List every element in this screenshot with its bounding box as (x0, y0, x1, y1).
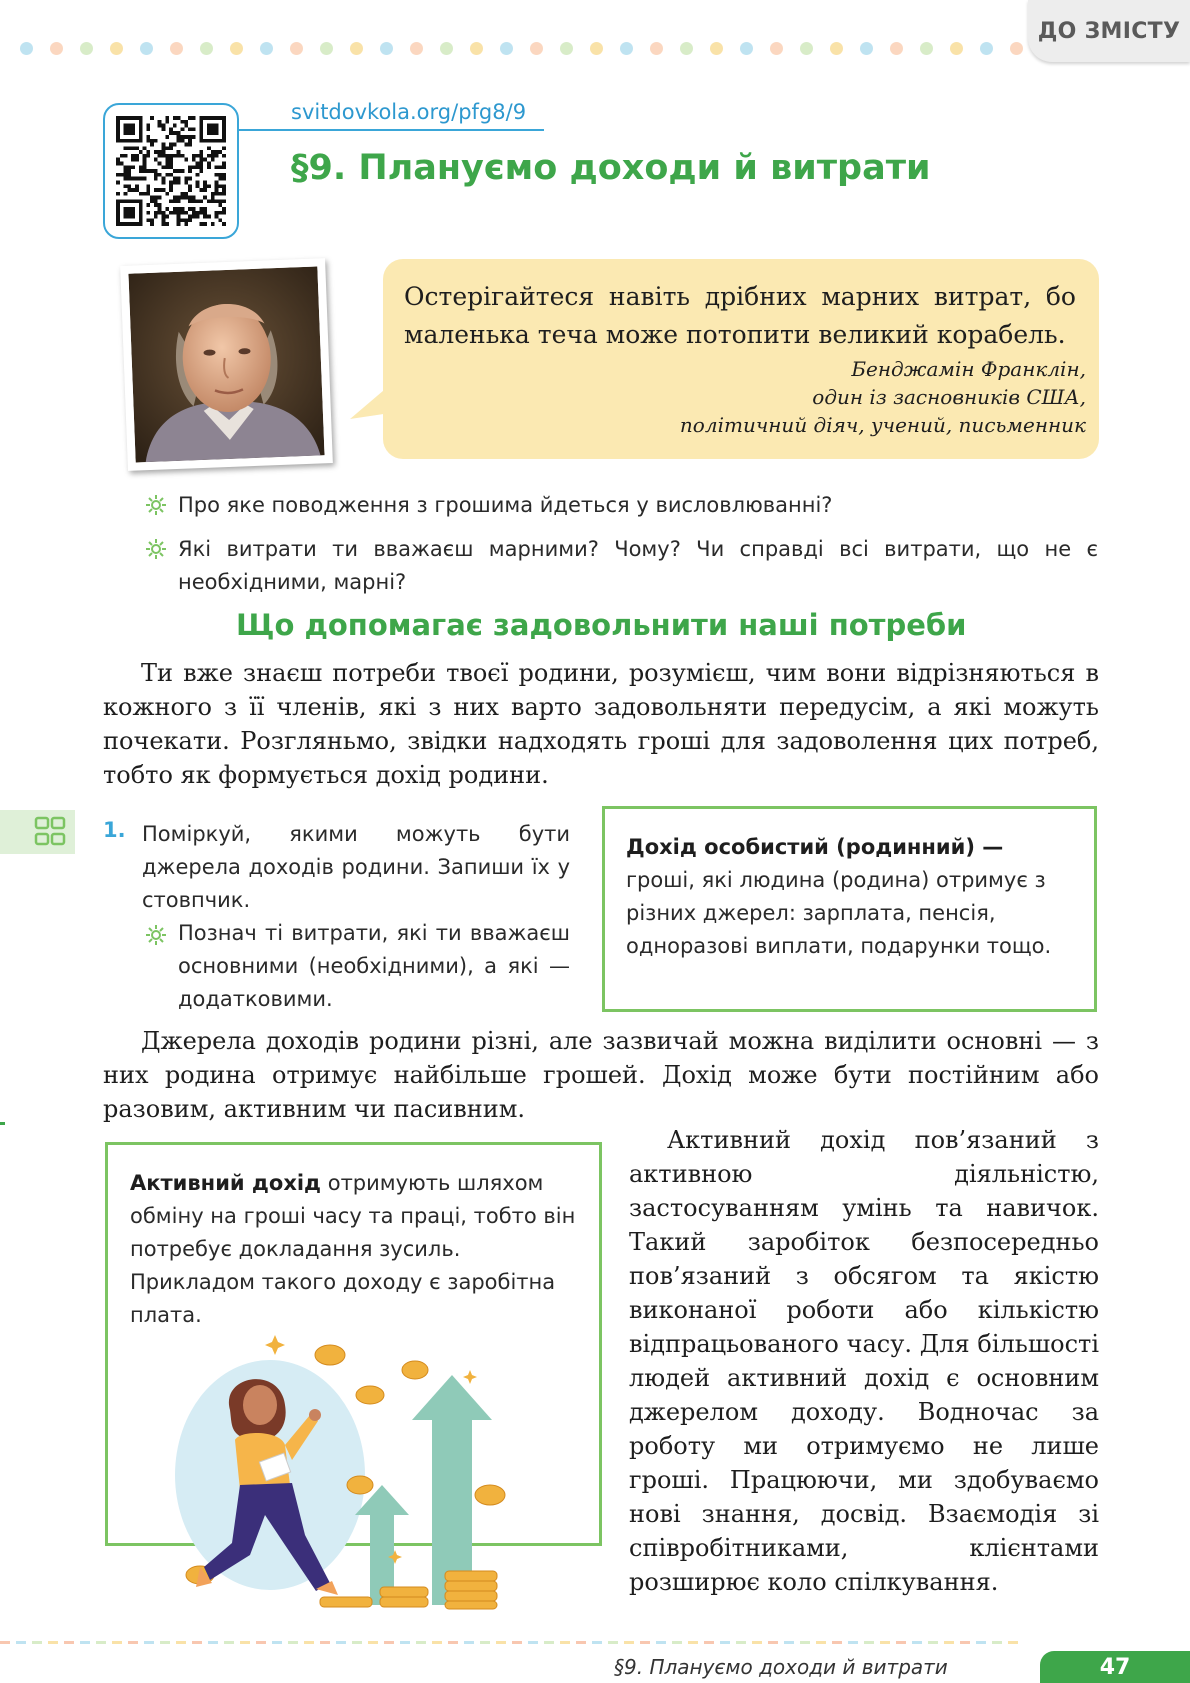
decor-dot (1010, 42, 1023, 55)
decor-dash (288, 1641, 298, 1644)
decor-dot (920, 42, 933, 55)
decor-dash (640, 1641, 650, 1644)
decor-dot (980, 42, 993, 55)
chapter-title: §9. Плануємо доходи й витрати (291, 148, 931, 188)
decor-dot (620, 42, 633, 55)
decor-dash (1008, 1641, 1018, 1644)
decor-dash (800, 1641, 810, 1644)
decor-dash (880, 1641, 890, 1644)
decor-dash (208, 1641, 218, 1644)
active-income-text: отримують шляхом обміну на гроші часу та праці, тобто він потребує докладання зусиль. Прикладом такого доходу є заробітна плата. (130, 1171, 576, 1327)
decor-dot (740, 42, 753, 55)
task-number: 1. (103, 818, 126, 842)
decor-dash (976, 1641, 986, 1644)
decor-dash (960, 1641, 970, 1644)
decor-dot (290, 42, 303, 55)
decor-dot (860, 42, 873, 55)
decor-dash (688, 1641, 698, 1644)
decor-dash (992, 1641, 1002, 1644)
decor-dash (704, 1641, 714, 1644)
decor-dot (170, 42, 183, 55)
decor-dash (48, 1641, 58, 1644)
decor-dot (800, 42, 813, 55)
sources-paragraph: Джерела доходів родини різні, але зазвичай можна виділити основні — з них родина отримує найбільше грошей. Дохід може бути постійним або разовим, активним чи пасивним. (103, 1027, 1099, 1123)
decor-dot (950, 42, 963, 55)
decor-dot (770, 42, 783, 55)
section-title: Що допомагає задовольнити наші потреби (236, 608, 967, 642)
decor-dash (0, 1641, 10, 1644)
task-text: Поміркуй, якими можуть бути джерела доходів родини. Запиши їх у стовпчик. (142, 822, 570, 912)
decor-dash (176, 1641, 186, 1644)
decor-dash (928, 1641, 938, 1644)
decor-dot (470, 42, 483, 55)
quote-author-name: Бенджамін Франклін, (851, 357, 1086, 381)
decor-dash (608, 1641, 618, 1644)
notebook-icon (0, 810, 75, 854)
decor-dot (410, 42, 423, 55)
decor-dot (110, 42, 123, 55)
decor-dash (192, 1641, 202, 1644)
decor-dot (830, 42, 843, 55)
decor-dash (352, 1641, 362, 1644)
decor-dot (530, 42, 543, 55)
decor-dash (528, 1641, 538, 1644)
decor-dash (768, 1641, 778, 1644)
decor-dash (64, 1641, 74, 1644)
page-number: 47 (1040, 1651, 1190, 1683)
decor-dash (816, 1641, 826, 1644)
decor-dash (592, 1641, 602, 1644)
decor-dash (464, 1641, 474, 1644)
decor-dash (272, 1641, 282, 1644)
decor-dot (260, 42, 273, 55)
decor-dash (432, 1641, 442, 1644)
decor-dash (944, 1641, 954, 1644)
decor-dash (864, 1641, 874, 1644)
decor-dash (896, 1641, 906, 1644)
decor-dash (144, 1641, 154, 1644)
decor-dash (784, 1641, 794, 1644)
definition-body: гроші, які людина (родина) отримує з різних джерел: зарплата, пенсія, одноразові виплати, подарунки тощо. (626, 868, 1052, 958)
decor-dot (890, 42, 903, 55)
decor-dot (590, 42, 603, 55)
definition-text (626, 831, 1081, 963)
decor-dash (256, 1641, 266, 1644)
footer-chapter-title: §9. Плануємо доходи й витрати (614, 1655, 948, 1679)
decor-dash (496, 1641, 506, 1644)
quote-author (680, 355, 1086, 439)
active-income-definition (130, 1167, 580, 1332)
decor-dash (480, 1641, 490, 1644)
decor-dash (656, 1641, 666, 1644)
decor-dash (80, 1641, 90, 1644)
decor-dash (368, 1641, 378, 1644)
decor-dash (720, 1641, 730, 1644)
portrait-image (128, 266, 324, 462)
decor-dash (832, 1641, 842, 1644)
table-of-contents-button[interactable]: ДО ЗМІСТУ (1028, 0, 1190, 62)
sun-bullet-icon (145, 538, 167, 560)
decor-dot (350, 42, 363, 55)
decor-dot (710, 42, 723, 55)
decor-dot (650, 42, 663, 55)
decor-dash (416, 1641, 426, 1644)
sun-bullet-icon (145, 924, 167, 946)
decor-dash (96, 1641, 106, 1644)
quote-author-role: політичний діяч, учений, письменник (679, 413, 1086, 437)
side-marker (0, 1122, 5, 1125)
franklin-portrait (120, 258, 333, 471)
decor-dot (80, 42, 93, 55)
decor-dash (112, 1641, 122, 1644)
decor-dash (304, 1641, 314, 1644)
decor-dash (384, 1641, 394, 1644)
side-tab-marker (0, 810, 75, 854)
decor-dot (230, 42, 243, 55)
definition-term: Дохід особистий (родинний) — (626, 835, 1004, 859)
url-underline (238, 129, 544, 131)
decor-dash (672, 1641, 682, 1644)
income-growth-illustration (170, 1335, 530, 1615)
resource-link[interactable]: svitdovkola.org/pfg8/9 (291, 100, 527, 124)
decor-dash (912, 1641, 922, 1644)
sun-bullet-icon (145, 494, 167, 516)
decor-dash (160, 1641, 170, 1644)
decor-dash (576, 1641, 586, 1644)
decor-dot (200, 42, 213, 55)
decor-dot (20, 42, 33, 55)
decor-dot (140, 42, 153, 55)
question-item: Які витрати ти вважаєш марними? Чому? Чи справді всі витрати, що не є необхідними, марні? (178, 537, 1098, 594)
decor-dash (624, 1641, 634, 1644)
decor-dash (560, 1641, 570, 1644)
decor-dash (240, 1641, 250, 1644)
decor-dot (320, 42, 333, 55)
decor-dash (224, 1641, 234, 1644)
top-dotted-border (20, 42, 1030, 56)
quote-author-role: один із засновників США, (812, 385, 1086, 409)
decor-dot (440, 42, 453, 55)
quote-text: Остерігайтеся навіть дрібних марних витрат, бо маленька теча може потопити великий корабель. (404, 282, 1076, 349)
qr-code[interactable] (103, 103, 239, 239)
decor-dash (512, 1641, 522, 1644)
decor-dot (380, 42, 393, 55)
task-subitem: Познач ті витрати, які ти вважаєш основними (необхідними), а які — додатковими. (178, 921, 570, 1011)
decor-dash (544, 1641, 554, 1644)
active-income-term: Активний дохід (130, 1171, 322, 1195)
decor-dash (448, 1641, 458, 1644)
decor-dash (752, 1641, 762, 1644)
decor-dash (400, 1641, 410, 1644)
decor-dash (848, 1641, 858, 1644)
decor-dash (320, 1641, 330, 1644)
bottom-dashed-border (0, 1641, 1030, 1645)
decor-dash (32, 1641, 42, 1644)
decor-dot (500, 42, 513, 55)
decor-dash (128, 1641, 138, 1644)
intro-paragraph: Ти вже знаєш потреби твоєї родини, розумієш, чим вони відрізняються в кожного з її членів, які з них варто задовольняти передусім, а які можуть почекати. Розгляньмо, звідки надходять гроші для задоволення цих потреб, тобто як формується дохід родини. (103, 659, 1099, 789)
qr-code-icon (116, 116, 226, 226)
active-income-paragraph: Активний дохід пов’язаний з активною діяльністю, застосуванням умінь та навичок. Такий заробіток безпосередньо пов’язаний з обсягом та якістю виконаної роботи або кількістю відпрацьованого часу. Для більшості людей активний дохід є основним джерелом доходу. Водночас за роботу ми отримуємо не лише гроші. Працюючи, ми здобуваємо нові знання, досвід. Взаємодія зі співробітниками, клієнтами розширює коло спілкування. (629, 1126, 1099, 1596)
decor-dot (680, 42, 693, 55)
decor-dash (16, 1641, 26, 1644)
decor-dash (736, 1641, 746, 1644)
question-item: Про яке поводження з грошима йдеться у висловлюванні? (178, 493, 833, 517)
decor-dot (50, 42, 63, 55)
decor-dash (336, 1641, 346, 1644)
decor-dot (560, 42, 573, 55)
